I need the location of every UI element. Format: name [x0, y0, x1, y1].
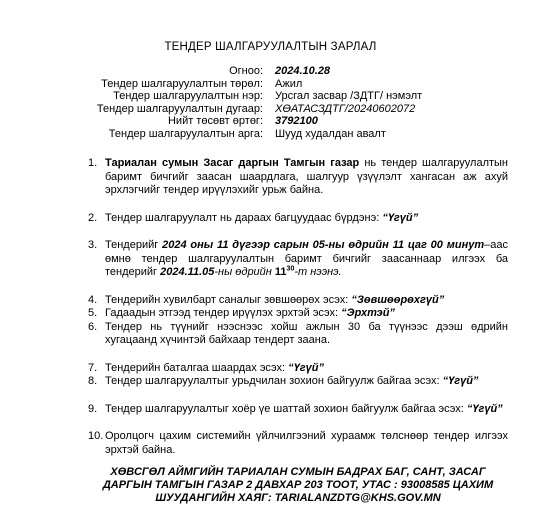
item-body: Тендерийн хувилбарт саналыг зөвшөөрөх эсэх:	[105, 293, 352, 306]
item-number: 8.	[88, 375, 98, 387]
item-body: Тендер шалгаруулалт нь дараах багцуудаас бүрдэнэ:	[105, 211, 383, 224]
list-item	[88, 362, 508, 376]
organization-name: Тариалан сумын Засаг даргын Тамгын газар	[105, 157, 360, 169]
item-text	[105, 307, 508, 321]
item-body: Тендерийн баталгаа шаардах эсэх:	[105, 361, 289, 374]
meta-name-row	[0, 90, 541, 103]
tender-info-block	[0, 65, 541, 141]
page-title: ТЕНДЕР ШАЛГАРУУЛАЛТЫН ЗАРЛАЛ	[164, 41, 377, 53]
item-number: 6.	[88, 320, 98, 333]
meta-value: Шууд худалдан авалт	[275, 127, 386, 140]
meta-type-row	[0, 78, 541, 91]
list-item	[88, 239, 508, 280]
meta-label: Нийт төсөвт өртөг:	[167, 115, 263, 128]
item-value: “Үгүй”	[382, 211, 419, 224]
item-number: 1.	[88, 157, 98, 169]
item-body: Тендер шалгаруулалтыг урьдчилан зохион байгуулж байгаа эсэх:	[105, 375, 443, 387]
opening-hour: 11	[274, 266, 287, 278]
item-text	[105, 239, 508, 280]
list-item	[88, 403, 508, 417]
item-value: “Үгүй”	[442, 375, 479, 387]
deadline: 2024 оны 11 дүгээр сарын 05-ны өдрийн 11 цаг 00 минут	[162, 239, 485, 251]
item-number: 10.	[88, 430, 104, 442]
meta-value: 3792100	[275, 115, 318, 128]
meta-label: Тендер шалгаруулалтын нэр:	[113, 90, 263, 103]
item-body: -т нээнэ.	[294, 266, 342, 278]
item-text: Тендер нь түүнийг нээснээс хойш ажлын 30 ба түүнээс дээш өдрийн хугацаанд хүчинтэй байхаар тендерт заана.	[105, 320, 508, 346]
item-number: 9.	[88, 402, 98, 415]
item-value: “Үгүй”	[466, 402, 503, 415]
list-item	[88, 321, 508, 348]
list-item	[88, 430, 508, 457]
list-item	[88, 212, 508, 226]
opening-minute: 30	[286, 265, 295, 273]
item-text	[105, 212, 508, 226]
item-number: 7.	[88, 361, 98, 374]
item-text	[105, 157, 508, 198]
item-number: 2.	[88, 211, 98, 224]
list-item	[88, 375, 508, 389]
meta-number-row	[0, 103, 541, 116]
meta-value: Урсгал засвар /ЗДТГ/ нэмэлт	[275, 90, 423, 103]
item-number: 5.	[88, 307, 98, 319]
item-body: Гадаадын этгээд тендер ирүүлэх эрхтэй эсэх:	[105, 307, 342, 319]
meta-value: ХӨАТАСЗДТГ/20240602072	[275, 102, 416, 115]
list-item	[88, 294, 508, 308]
meta-value: 2024.10.28	[275, 65, 331, 77]
meta-label: Тендер шалгаруулалтын арга:	[108, 127, 263, 140]
item-number: 4.	[88, 293, 98, 306]
list-item	[88, 157, 508, 198]
item-text: Оролцогч цахим системийн үйлчилгээний хураамж төлснөөр тендер илгээх эрхтэй байна.	[105, 430, 508, 456]
contact-footer: ХӨВСГӨЛ АЙМГИЙН ТАРИАЛАН СУМЫН БАДРАХ БАГ, САНТ, ЗАСАГ ДАРГЫН ТАМГЫН ГАЗАР 2 ДАВХАР 203 ТООТ, УТАС : 93008585 ЦАХИМ ШУУДАНГИЙН ХАЯГ: TARIALANZDTG@KHS.GOV.MN	[102, 466, 494, 504]
conditions-list	[88, 157, 508, 457]
item-body: Тендерийг	[105, 239, 163, 251]
item-value: “Эрхтэй”	[341, 307, 395, 319]
meta-label: Тендер шалгаруулалтын төрөл:	[101, 77, 263, 90]
item-text	[105, 362, 508, 376]
item-body: –аас өмнө тендер шалгаруулалтын баримт бичгийг заасаннаар илгээх ба тендерийг	[105, 239, 509, 278]
meta-label: Тендер шалгаруулалтын дугаар:	[96, 102, 263, 115]
item-value: “Зөвшөөрөхгүй”	[351, 293, 445, 306]
item-value: “Үгүй”	[288, 361, 324, 374]
item-body: Тендер шалгаруулалтыг хоёр үе шаттай зохион байгуулж байгаа эсэх:	[105, 402, 467, 415]
item-number: 3.	[88, 239, 98, 251]
item-text	[105, 294, 508, 308]
meta-budget-row	[0, 115, 541, 128]
item-text	[105, 403, 508, 417]
item-text	[105, 375, 508, 389]
meta-method-row	[0, 128, 541, 141]
opening-date: 2024.11.05	[160, 266, 215, 278]
meta-label: Огноо:	[229, 65, 263, 77]
list-item	[88, 307, 508, 321]
meta-value: Ажил	[275, 77, 303, 90]
item-body: нь тендер шалгаруулалтын баримт бичгийг заасан шаардлага, шалгуур үзүүлэлт хангасан аж ахуй эрхлэгчийг тендер ирүүлэхийг урьж байна.	[105, 157, 509, 196]
item-body: -ны өдрийн	[214, 266, 275, 278]
meta-date-row	[0, 65, 541, 78]
